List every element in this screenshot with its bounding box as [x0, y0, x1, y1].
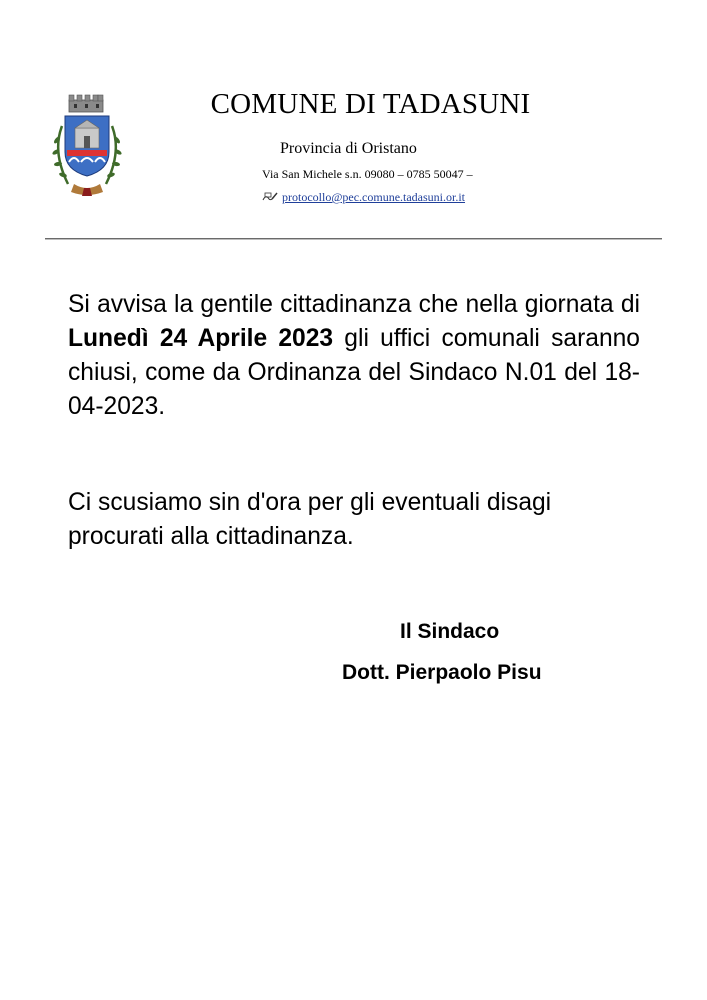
pec-email-link[interactable]: protocollo@pec.comune.tadasuni.or.it — [282, 190, 466, 204]
apology-paragraph: Ci scusiamo sin d'ora per gli eventuali disagi procurati alla cittadinanza. — [68, 489, 552, 550]
notice-text-start: Si avvisa la gentile cittadinanza che nella giornata di — [68, 291, 640, 318]
address-line: Via San Michele s.n. 09080 – 0785 50047 – — [262, 167, 473, 181]
notice-text-end: gli uffici comunali saranno chiusi, come da Ordinanza del Sindaco N.01 del 18-04-2023. — [68, 325, 640, 420]
header-divider — [45, 238, 662, 239]
municipal-coat-of-arms-icon — [48, 92, 126, 202]
notice-paragraph — [68, 288, 640, 424]
closure-date: Lunedì 24 Aprile 2023 — [68, 325, 334, 352]
signatory-name: Dott. Pierpaolo Pisu — [342, 661, 542, 684]
signatory-role: Il Sindaco — [400, 620, 500, 643]
municipality-title: COMUNE DI TADASUNI — [210, 88, 531, 120]
pen-writing-icon — [262, 192, 278, 202]
pec-contact — [262, 190, 465, 205]
province-name: Provincia di Oristano — [280, 140, 417, 157]
